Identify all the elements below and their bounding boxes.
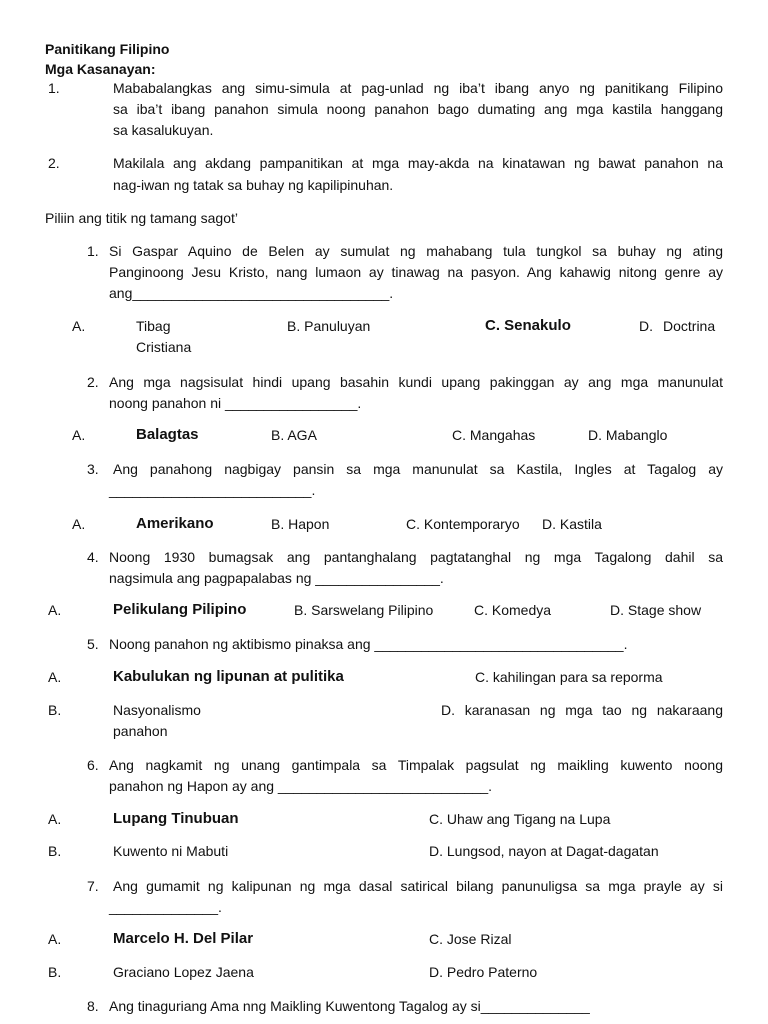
choice-b: B. Sarswelang Pilipino xyxy=(294,602,434,618)
objective-number: 1. xyxy=(48,80,60,96)
question-text-line: ______________. xyxy=(109,899,222,915)
choice-letter: A. xyxy=(48,811,62,827)
choice-letter: D. xyxy=(639,318,653,334)
choice-letter: A. xyxy=(72,318,86,334)
question-number: 6. xyxy=(87,757,99,773)
question-text-line: Noong panahon ng aktibismo pinaksa ang ________________________________. xyxy=(109,636,628,652)
choice-d-continuation: panahon xyxy=(113,723,168,739)
objective-text-line: Makilala ang akdang pampanitikan at mga may-akda na kinatawan ng bawat panahon na xyxy=(113,155,723,171)
question-number: 8. xyxy=(87,998,99,1014)
question-text-line: noong panahon ni _________________. xyxy=(109,395,362,411)
choice-b: Kuwento ni Mabuti xyxy=(113,843,229,859)
choice-d: D. Mabanglo xyxy=(588,427,668,443)
choice-letter: A. xyxy=(48,602,62,618)
choice-b: Nasyonalismo xyxy=(113,702,201,718)
choice-d: D. Kastila xyxy=(542,516,602,532)
choice-b: B. AGA xyxy=(271,427,317,443)
choice-letter: B. xyxy=(48,702,62,718)
choice-a-answer: Lupang Tinubuan xyxy=(113,810,239,827)
choice-c: C. Komedya xyxy=(474,602,552,618)
question-text-line: Si Gaspar Aquino de Belen ay sumulat ng mahabang tula tungkol sa buhay ng ating xyxy=(109,243,723,259)
choice-c: C. Mangahas xyxy=(452,427,536,443)
question-text-line: __________________________. xyxy=(109,482,316,498)
question-number: 7. xyxy=(87,878,99,894)
question-text-line: Noong 1930 bumagsak ang pantanghalang pagtatanghal ng mga Tagalong dahil sa xyxy=(109,549,723,565)
question-text-line: Ang tinaguriang Ama nng Maikling Kuwentong Tagalog ay si______________ xyxy=(109,998,590,1014)
page-subtitle: Mga Kasanayan: xyxy=(45,61,156,77)
question-text-line: Ang mga nagsisulat hindi upang basahin kundi upang pakinggan ay ang mga manunulat xyxy=(109,374,723,390)
choice-letter: B. xyxy=(48,843,62,859)
choice-letter: B. xyxy=(48,964,62,980)
question-number: 1. xyxy=(87,243,99,259)
objective-text-line: Mababalangkas ang simu-simula at pag-unlad ng iba’t ibang anyo ng panitikang Filipino xyxy=(113,80,723,96)
question-text-line: panahon ng Hapon ay ang ___________________________. xyxy=(109,778,493,794)
choice-d: D. karanasan ng mga tao ng nakaraang xyxy=(441,702,723,718)
question-text-line: Panginoong Jesu Kristo, nang lumaon ay tinawag na pasyon. Ang kahawig nitong genre ay xyxy=(109,264,723,280)
choice-d: Doctrina xyxy=(663,318,716,334)
choice-a-answer: Balagtas xyxy=(136,426,199,443)
choice-a-answer: Pelikulang Pilipino xyxy=(113,601,247,618)
choice-c: C. Kontemporaryo xyxy=(406,516,520,532)
choice-letter: A. xyxy=(72,516,86,532)
question-number: 3. xyxy=(87,461,99,477)
page-title: Panitikang Filipino xyxy=(45,41,170,57)
choice-c: C. kahilingan para sa reporma xyxy=(475,669,663,685)
choice-b: B. Hapon xyxy=(271,516,330,532)
choice-b: B. Panuluyan xyxy=(287,318,371,334)
choice-letter: A. xyxy=(48,669,62,685)
objective-text-line: nag-iwan ng tatak sa buhay ng kapilipinuhan. xyxy=(113,177,394,193)
choice-b: Graciano Lopez Jaena xyxy=(113,964,254,980)
objective-text-line: sa kasalukuyan. xyxy=(113,122,214,138)
question-text-line: Ang nagkamit ng unang gantimpala sa Timpalak pagsulat ng maikling kuwento noong xyxy=(109,757,723,773)
question-text-line: Ang panahong nagbigay pansin sa mga manunulat sa Kastila, Ingles at Tagalog ay xyxy=(113,461,723,477)
choice-c-answer: C. Senakulo xyxy=(485,317,571,334)
question-number: 5. xyxy=(87,636,99,652)
choice-a-answer: Marcelo H. Del Pilar xyxy=(113,930,254,947)
objective-text-line: sa iba’t ibang panahon simula noong panahon bago dumating ang mga kastila hanggang xyxy=(113,101,723,117)
choice-c: C. Jose Rizal xyxy=(429,931,512,947)
choice-d-continuation: Cristiana xyxy=(136,339,192,355)
choice-a: Tibag xyxy=(136,318,171,334)
choice-d: D. Lungsod, nayon at Dagat-dagatan xyxy=(429,843,659,859)
instruction-text: Piliin ang titik ng tamang sagot’ xyxy=(45,210,238,226)
choice-d: D. Stage show xyxy=(610,602,702,618)
choice-d: D. Pedro Paterno xyxy=(429,964,538,980)
question-number: 4. xyxy=(87,549,99,565)
choice-c: C. Uhaw ang Tigang na Lupa xyxy=(429,811,611,827)
choice-letter: A. xyxy=(72,427,86,443)
question-text-line: ang_________________________________. xyxy=(109,285,394,301)
objective-number: 2. xyxy=(48,155,60,171)
question-text-line: nagsimula ang pagpapalabas ng ________________. xyxy=(109,570,444,586)
choice-a-answer: Kabulukan ng lipunan at pulitika xyxy=(113,668,344,685)
choice-a-answer: Amerikano xyxy=(136,515,214,532)
choice-letter: A. xyxy=(48,931,62,947)
question-text-line: Ang gumamit ng kalipunan ng mga dasal satirical bilang panunuligsa sa mga prayle ay si xyxy=(113,878,723,894)
question-number: 2. xyxy=(87,374,99,390)
